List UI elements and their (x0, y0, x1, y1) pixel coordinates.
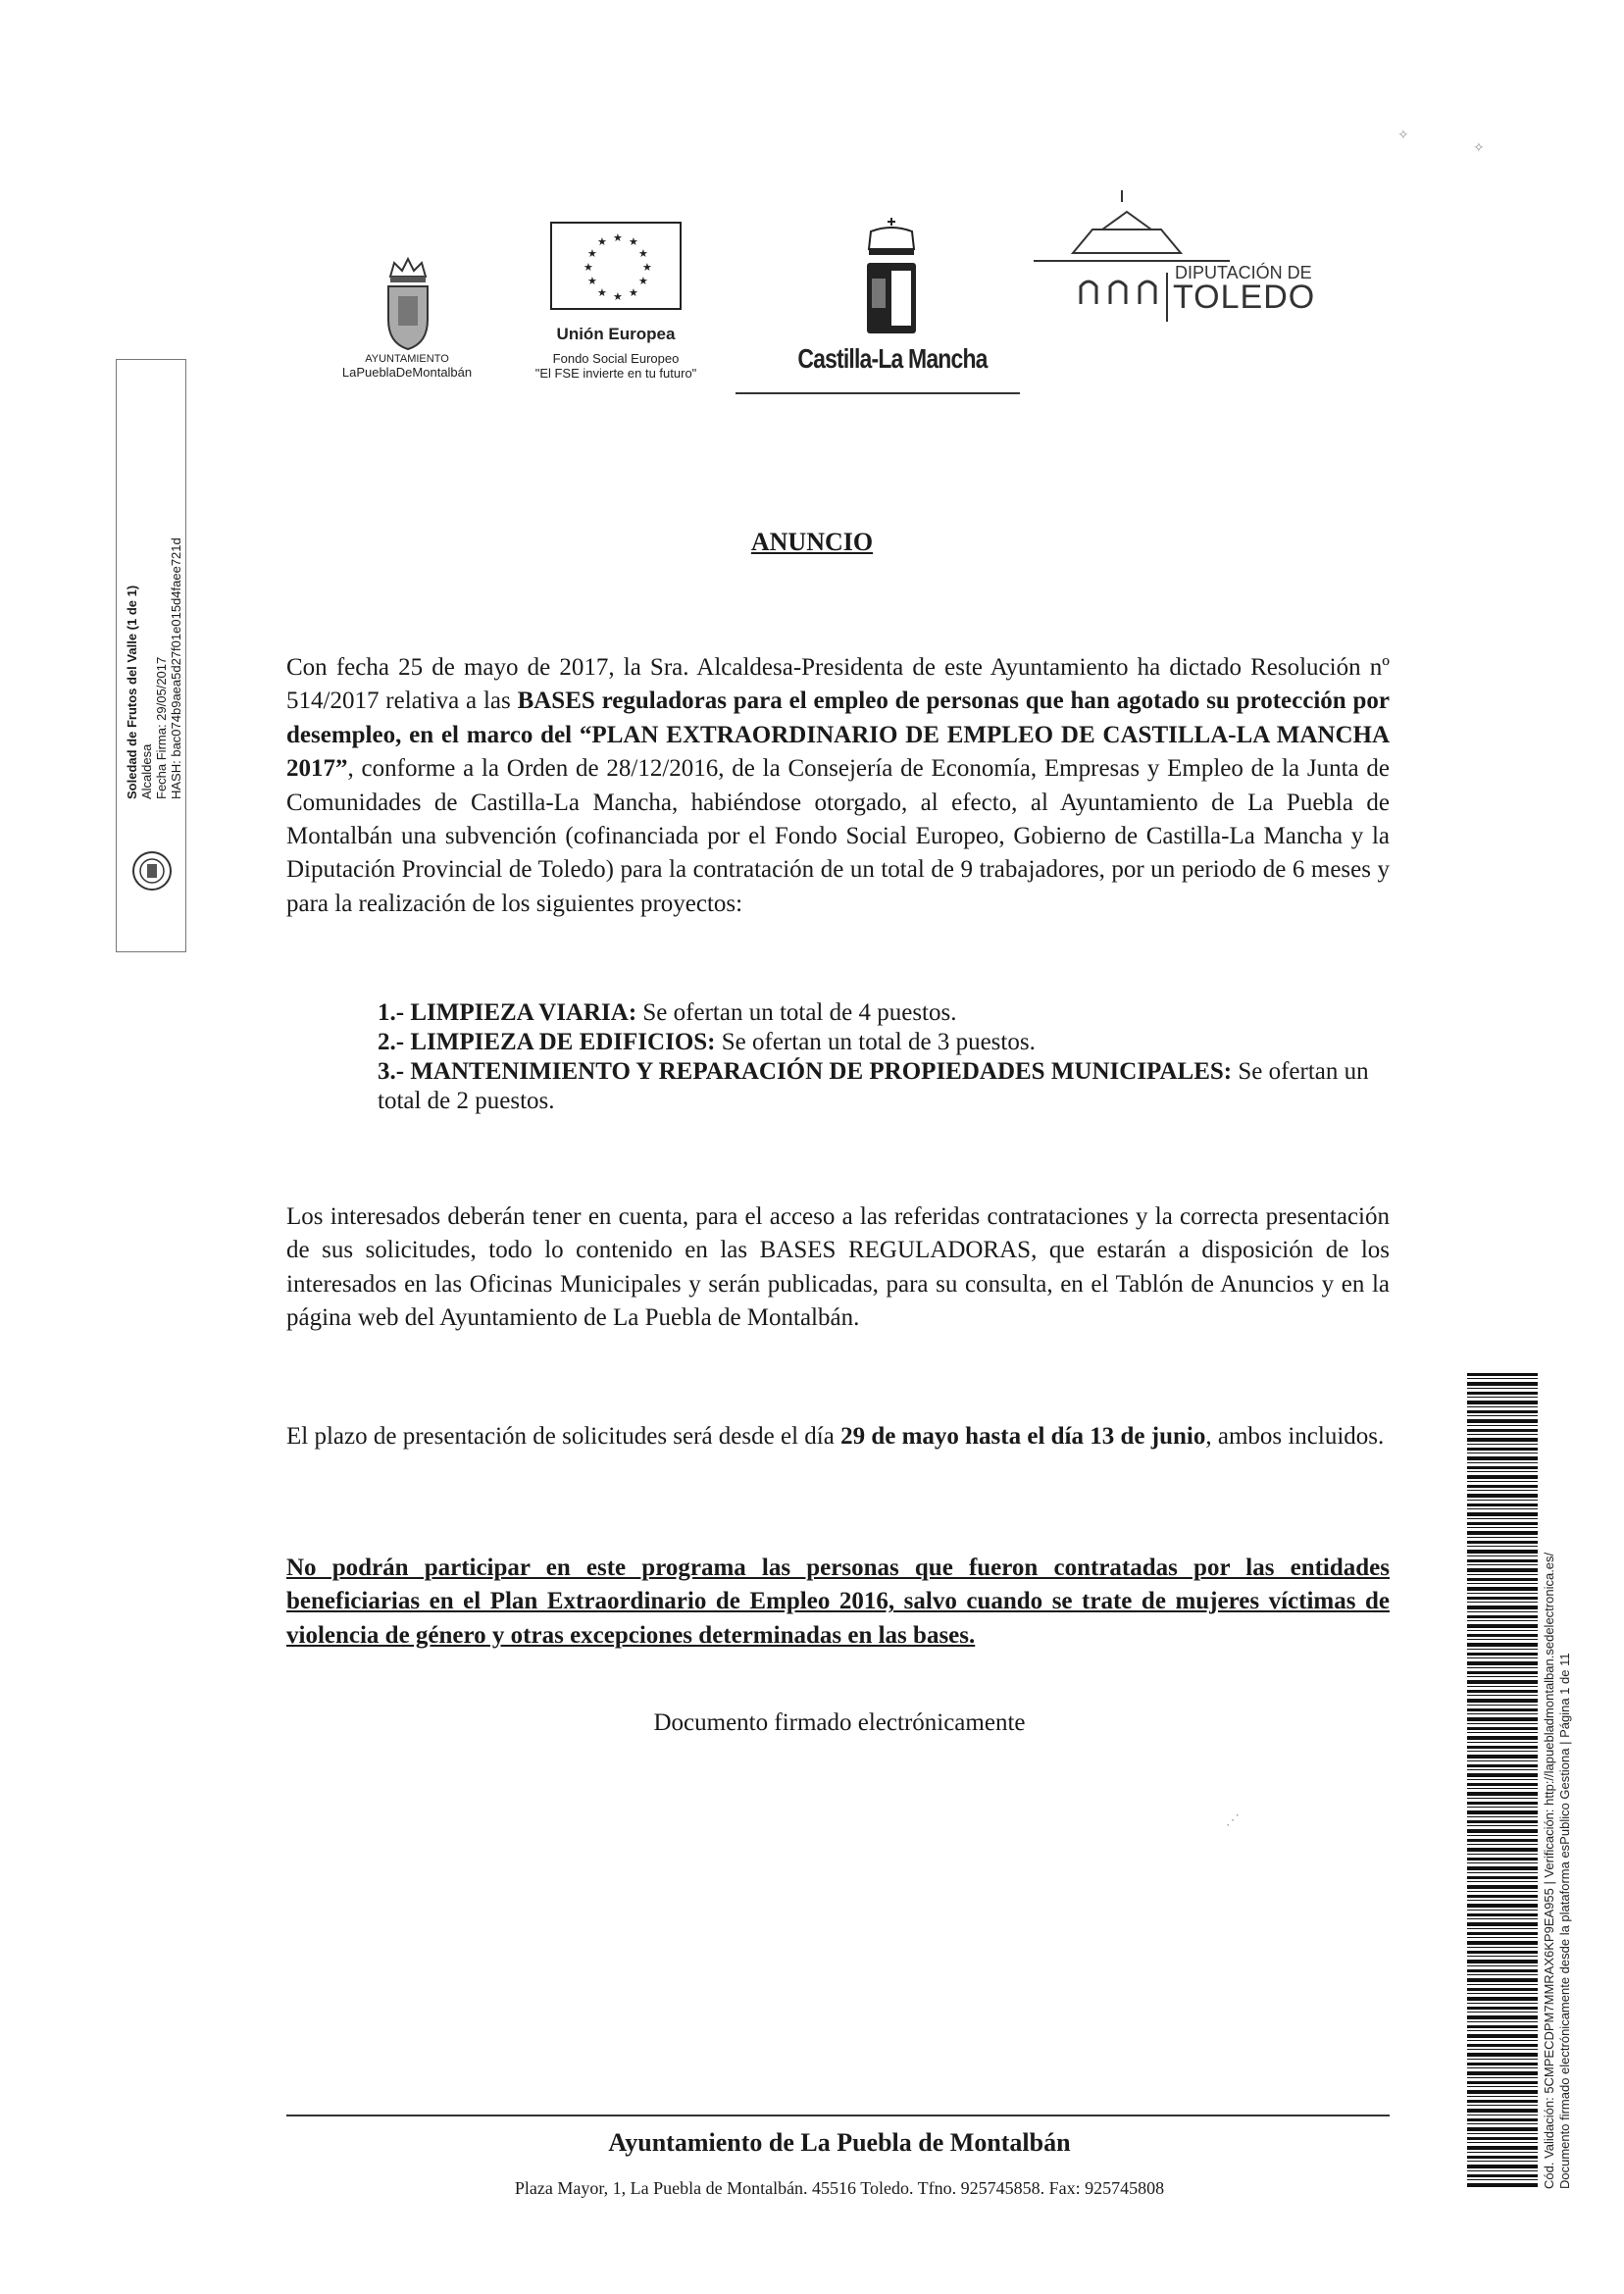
list-item (378, 998, 1407, 1028)
ayuntamiento-name: LaPueblaDeMontalbán (341, 365, 473, 380)
seal-icon (130, 841, 174, 901)
footer-divider (286, 2115, 1390, 2116)
project-list (378, 998, 1407, 1116)
deadline-text-2: , ambos incluidos. (1205, 1423, 1385, 1450)
scan-mark: ✧ (1473, 141, 1485, 156)
diputacion-name: TOLEDO (1173, 279, 1316, 316)
project-text: Se ofertan un total de 4 puestos. (636, 999, 957, 1026)
intro-text-2: , conforme a la Orden de 28/12/2016, de la Consejería de Economía, Empresas y Empleo de la Junta de Comunidades de Castilla-La Mancha, habiéndose otorgado, al efecto, al Ayuntamiento de La Puebla de Montalbán una subvención (cofinanciada por el Fondo Social Europeo, Gobierno de Castilla-La Mancha y la Diputación Provincial de Toledo) para la contratación de un total de 9 trabajadores, por un periodo de 6 meses y para la realización de los siguientes proyectos: (286, 755, 1390, 917)
signer-name: Soledad de Frutos del Valle (1 de 1) (125, 585, 139, 799)
scan-mark: ✧ (1397, 128, 1409, 143)
footer-address: Plaza Mayor, 1, La Puebla de Montalbán. 45516 Toledo. Tfno. 925745858. Fax: 925745808 (514, 2178, 1165, 2198)
platform-note: Documento firmado electrónicamente desde la plataforma esPublico Gestiona | Página 1 de 11 (1557, 1653, 1572, 2189)
castilla-la-mancha-wordmark: Castilla-La Mancha (797, 343, 988, 374)
exclusion-paragraph: No podrán participar en este programa las personas que fueron contratadas por las entidades beneficiarias en el Plan Extraordinario de Empleo 2016, salvo cuando se trate de mujeres víctimas de violencia de género y otras excepciones determinadas en las bases. (286, 1555, 1390, 1649)
deadline-paragraph (286, 1420, 1390, 1453)
project-label: 2.- LIMPIEZA DE EDIFICIOS: (378, 1029, 716, 1055)
intro-paragraph (286, 651, 1390, 921)
logo-underline (736, 392, 1020, 394)
list-item (378, 1057, 1407, 1116)
signature-stamp (116, 359, 186, 952)
eu-fund: Fondo Social Europeo (552, 351, 680, 366)
list-item (378, 1028, 1407, 1057)
eu-flag-icon: ★ ★ ★ ★ ★ ★ ★ ★ ★ ★ ★ ★ (550, 222, 682, 310)
signer-role: Alcaldesa (139, 743, 154, 799)
signature-hash: HASH: bac074b9aea5d27f01e015d4faee721d (169, 537, 183, 799)
intro-bold-text: BASES reguladoras para el empleo de personas que han agotado su protección por desempleo, en el marco del “PLAN EXTRAORDINARIO DE EMPLEO DE CASTILLA-LA MANCHA 2017” (286, 688, 1390, 783)
project-text: Se ofertan un total de 2 puestos. (378, 1058, 1369, 1114)
castilla-la-mancha-shield-icon (861, 216, 922, 337)
signature-date: Fecha Firma: 29/05/2017 (154, 656, 169, 799)
deadline-text-1: El plazo de presentación de solicitudes será desde el día (286, 1423, 841, 1450)
validation-barcode (1467, 1373, 1538, 2187)
project-text: Se ofertan un total de 3 puestos. (715, 1029, 1036, 1055)
scan-mark: ⋰ (1226, 1813, 1240, 1828)
eu-slogan: "El FSE invierte en tu futuro" (534, 366, 697, 381)
deadline-dates: 29 de mayo hasta el día 13 de junio (840, 1423, 1206, 1450)
diputacion-caption: DIPUTACIÓN DE (1175, 263, 1312, 282)
intro-text-1: Con fecha 25 de mayo de 2017, la Sra. Alcaldesa-Presidenta de este Ayuntamiento ha dictado Resolución nº 514/2017 relativa a las (286, 654, 1390, 715)
page-title: ANUNCIO (750, 528, 874, 556)
validation-code: Cód. Validación: 5CMPECDPM7MMRAX6KP9EA955 | Verificación: http://lapuebladmontalban.sedelectronica.es/ (1542, 1552, 1556, 2189)
project-label: 3.- MANTENIMIENTO Y REPARACIÓN DE PROPIEDADES MUNICIPALES: (378, 1058, 1233, 1085)
eu-title: Unión Europea (556, 325, 676, 343)
bases-paragraph: Los interesados deberán tener en cuenta, para el acceso a las referidas contrataciones y la correcta presentación de sus solicitudes, todo lo contenido en las BASES REGULADORAS, que estarán a disposición de los interesados en las Oficinas Municipales y serán publicadas, para su consulta, en el Tablón de Anuncios y en la página web del Ayuntamiento de La Puebla de Montalbán. (286, 1203, 1390, 1332)
signed-note: Documento firmado electrónicamente (653, 1709, 1026, 1736)
coat-of-arms-icon (381, 257, 435, 353)
ayuntamiento-caption: AYUNTAMIENTO (365, 353, 449, 365)
project-label: 1.- LIMPIEZA VIARIA: (378, 999, 637, 1026)
footer-title: Ayuntamiento de La Puebla de Montalbán (608, 2128, 1071, 2157)
